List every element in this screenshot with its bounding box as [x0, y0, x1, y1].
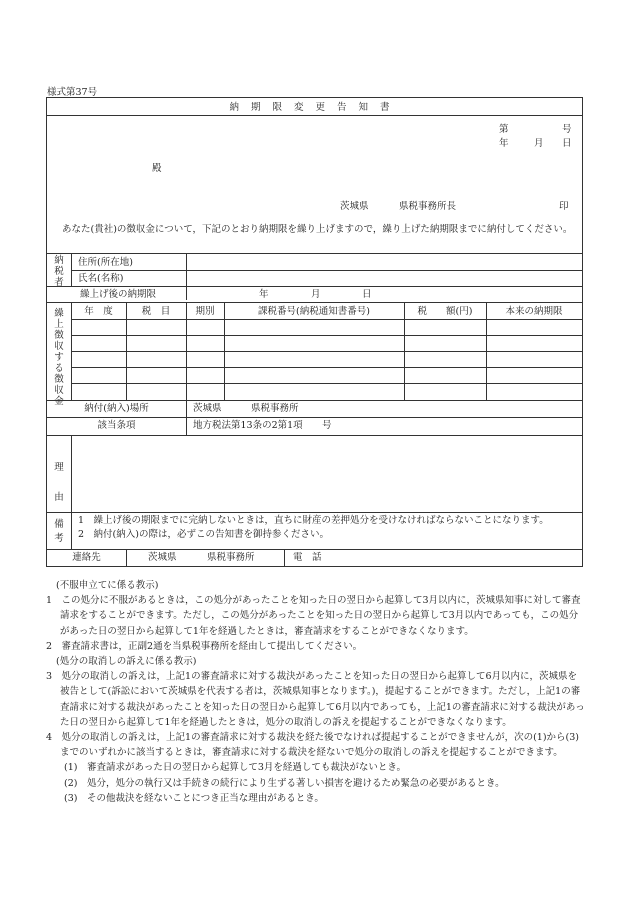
note-4: 4 処分の取消しの訴えは，上記1の審査請求に対する裁決を経た後でなければ提起することができませんが，次の(1)から(3)までのいずれかに該当するときは，審査請求に対する裁決を経ないで処分の取消しの訴えを提起することができます。	[46, 732, 580, 759]
col-tax-amount: 税 額(円)	[417, 306, 473, 317]
deadline-month: 月	[311, 289, 321, 300]
table-row	[71, 383, 582, 384]
number-prefix: 第	[499, 124, 509, 135]
note-2: 2 審査請求書は，正副2通を当県税事務所を経由して提出してください。	[46, 640, 363, 652]
remark-item-2: 2 納付(納入)の際は，必ずこの告知書を御持参ください。	[78, 529, 329, 540]
issuer-prefecture: 茨城県	[340, 201, 369, 212]
notes-heading-lawsuit: (処分の取消しの訴えに係る教示)	[56, 656, 197, 668]
addressee-dono: 殿	[152, 163, 162, 174]
col-original-deadline: 本来の納期限	[505, 306, 563, 317]
form-number: 様式第37号	[47, 87, 98, 98]
col-fiscal-year: 年 度	[84, 306, 113, 317]
contact-phone-label: 電 話	[293, 552, 322, 563]
taxpayer-label: 納税者	[54, 255, 64, 288]
form-title: 納期限変更告知書	[229, 102, 402, 113]
name-label: 氏名(名称)	[78, 273, 124, 284]
note-4-sub-2: (2) 処分，処分の執行又は手続きの続行により生ずる著しい損害を避けるため緊急の必要があるとき。	[64, 777, 505, 789]
table-row	[71, 367, 582, 368]
remarks-label: 備考	[54, 519, 64, 544]
deadline-label: 繰上げ後の納期限	[80, 289, 157, 300]
address-label: 住所(所在地)	[78, 257, 133, 268]
date-month: 月	[534, 138, 544, 149]
date-year: 年	[499, 138, 509, 149]
notice-form	[46, 97, 583, 567]
intro-text: あなた(貴社)の徴収金について，下記のとおり納期限を繰り上げますので，繰り上げた納期限までに納付してください。	[62, 224, 573, 235]
issuer-office: 県税事務所長	[399, 201, 457, 212]
col-tax-number: 課税番号(納税通知書番号)	[258, 306, 370, 317]
contact-label: 連絡先	[72, 552, 101, 563]
deadline-year: 年	[259, 289, 269, 300]
contact-office: 県税事務所	[207, 552, 255, 563]
payment-place-label: 納付(納入)場所	[84, 403, 149, 414]
notes-heading-appeal: (不服申立てに係る教示)	[56, 580, 159, 591]
payment-place-office: 県税事務所	[251, 403, 299, 414]
table-row	[71, 335, 582, 336]
payment-place-pref: 茨城県	[193, 403, 222, 414]
number-suffix: 号	[562, 124, 572, 135]
date-day: 日	[562, 138, 572, 149]
col-period: 期別	[195, 306, 215, 317]
note-1: 1 この処分に不服があるときは，この処分があったことを知った日の翌日から起算して3月以内に，茨城県知事に対して審査請求をすることができます。ただし，この処分があったことを知った日の翌日から起算して3月以内であっても，この処分があった日の翌日から起算して1年を経過したときは，審査請求をすることができなくなります。	[46, 595, 581, 637]
reason-label: 理由	[54, 462, 64, 503]
notes-section	[46, 578, 586, 806]
collection-side-label: 繰上徴収する徴収金	[54, 308, 64, 407]
table-row	[71, 351, 582, 352]
col-tax-item: 税 目	[141, 306, 171, 317]
applicable-label: 該当条項	[97, 420, 136, 431]
applicable-go: 号	[322, 420, 332, 431]
seal-mark: 印	[559, 201, 569, 212]
deadline-day: 日	[362, 289, 372, 300]
remark-item-1: 1 繰上げ後の期限までに完納しないときは，直ちに財産の差押処分を受けなければならないことになります。	[78, 515, 549, 526]
note-4-sub-3: (3) その他裁決を経ないことにつき正当な理由があるとき。	[64, 792, 324, 804]
note-3: 3 処分の取消しの訴えは，上記1の審査請求に対する裁決があったことを知った日の翌日から起算して6月以内に，茨城県を被告として(訴訟において茨城県を代表する者は，茨城県知事となります。)，提起することができます。ただし，上記1の審査請求に対する裁決があったことを知った日の翌日から起算して6月以内であっても，上記1の審査請求に対する裁決があった日の翌日から起算して1年を経過したときは，処分の取消しの訴えを提起することができなくなります。	[46, 671, 585, 728]
table-row	[71, 319, 582, 320]
applicable-value: 地方税法第13条の2第1項	[193, 420, 303, 431]
contact-pref: 茨城県	[148, 552, 177, 563]
note-4-sub-1: (1) 審査請求があった日の翌日から起算して3月を経過しても裁決がないとき。	[64, 762, 407, 774]
